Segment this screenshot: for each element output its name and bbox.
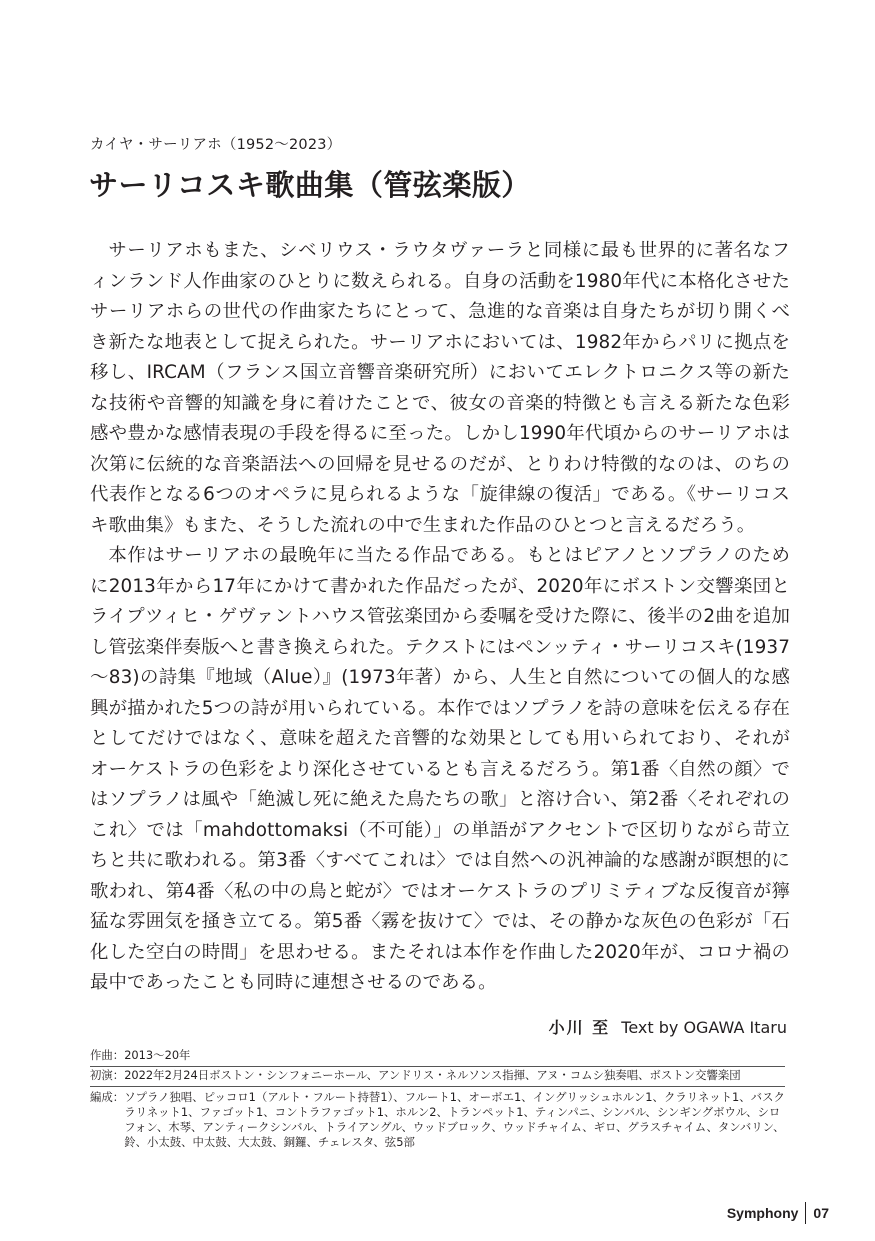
- premiere-row: [90, 1067, 785, 1087]
- footer-divider: [805, 1202, 806, 1224]
- meta-value: 2022年2月24日ボストン・シンフォニーホール、アンドリス・ネルソンス指揮、アヌ・コムシ独奏唱、ボストン交響楽団: [124, 1068, 741, 1082]
- work-info: [90, 1048, 785, 1153]
- meta-value: ソプラノ独唱、ピッコロ1（アルト・フルート持替1）、フルート1、オーボエ1、イングリッシュホルン1、クラリネット1、バスクラリネット1、ファゴット1、コントラファゴット1、ホルン2、トランペット1、ティンパニ、シンバル、シンギングボウル、シロフォン、木琴、アンティークシンバル、トライアングル、ウッドブロック、ウッドチャイム、ギロ、グラスチャイム、タンバリン、鈴、小太鼓、中太鼓、大太鼓、銅鑼、チェレスタ、弦5部: [124, 1090, 785, 1149]
- page-number: 07: [813, 1205, 829, 1221]
- page-title: サーリコスキ歌曲集（管弦楽版）: [89, 168, 531, 202]
- byline: [549, 1015, 787, 1038]
- meta-key: 作曲：: [90, 1048, 125, 1062]
- composition-date-row: [90, 1048, 785, 1067]
- page-footer: [727, 1202, 829, 1224]
- publication-name: Symphony: [726, 1205, 799, 1221]
- meta-key: 初演：: [90, 1068, 125, 1082]
- meta-value: 2013～20年: [124, 1048, 191, 1062]
- author-credit: Text by OGAWA Itaru: [621, 1018, 787, 1037]
- article-body: [90, 236, 790, 999]
- composer-line: カイヤ・サーリアホ（1952～2023）: [90, 137, 342, 153]
- meta-key: 編成：: [90, 1090, 125, 1104]
- paragraph: サーリアホもまた、シベリウス・ラウタヴァーラと同様に最も世界的に著名なフィンランド人作曲家のひとりに数えられる。自身の活動を1980年代に本格化させたサーリアホらの世代の作曲家たちにとって、急進的な音楽は自身たちが切り開くべき新たな地表として捉えられた。サーリアホにおいては、1982年からパリに拠点を移し、IRCAM（フランス国立音響音楽研究所）においてエレクトロニクス等の新たな技術や音響的知識を身に着けたことで、彼女の音楽的特徴とも言える新たな色彩感や豊かな感情表現の手段を得るに至った。しかし1990年代頃からのサーリアホは次第に伝統的な音楽語法への回帰を見せるのだが、とりわけ特徴的なのは、のちの代表作となる6つのオペラに見られるような「旋律線の復活」である。《サーリコスキ歌曲集》もまた、そうした流れの中で生まれた作品のひとつと言えるだろう。: [90, 240, 790, 536]
- author-name: 小川 至: [548, 1018, 611, 1037]
- paragraph: 本作はサーリアホの最晩年に当たる作品である。もとはピアノとソプラノのために2013年から17年にかけて書かれた作品だったが、2020年にボストン交響楽団とライプツィヒ・ゲヴァントハウス管弦楽団から委嘱を受けた際に、後半の2曲を追加し管弦楽伴奏版へと書き換えられた。テクストにはペンッティ・サーリコスキ(1937～83)の詩集『地域（Alue）』(1973年著）から、人生と自然についての個人的な感興が描かれた5つの詩が用いられている。本作ではソプラノを詩の意味を伝える存在としてだけではなく、意味を超えた音響的な効果としても用いられており、それがオーケストラの色彩をより深化させているとも言えるだろう。第1番〈自然の顔〉ではソプラノは風や「絶滅し死に絶えた鳥たちの歌」と溶け合い、第2番〈それぞれのこれ〉では「mahdottomaksi（不可能）」の単語がアクセントで区切りながら苛立ちと共に歌われる。第3番〈すべてこれは〉では自然への汎神論的な感謝が瞑想的に歌われ、第4番〈私の中の鳥と蛇が〉ではオーケストラのプリミティブな反復音が獰猛な雰囲気を掻き立てる。第5番〈霧を抜けて〉では、その静かな灰色の色彩が「石化した空白の時間」を思わせる。またそれは本作を作曲した2020年が、コロナ禍の最中であったことも同時に連想させるのである。: [90, 545, 790, 993]
- instrumentation-row: [90, 1087, 785, 1153]
